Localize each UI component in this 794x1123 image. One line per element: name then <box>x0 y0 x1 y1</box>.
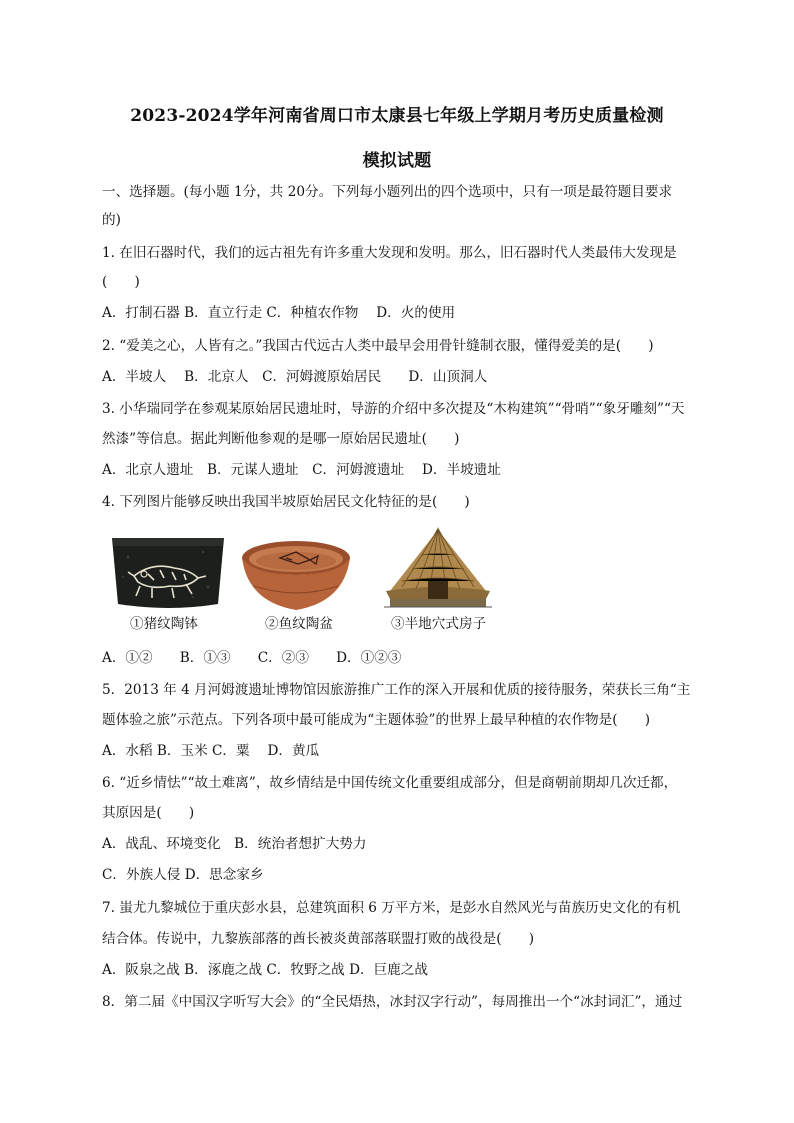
section-instructions-line1: 一、选择题。(每小题 1分，共 20分。下列每小题列出的四个选项中，只有一项是最符题目要求 <box>102 184 673 200</box>
question-6-options-line2: C．外族人侵 D．思念家乡 <box>102 867 264 883</box>
question-7-stem-line1: 7. 蚩尤九黎城位于重庆彭水县，总建筑面积 6 万平方米，是彭水自然风光与苗族历史文化的有机 <box>102 900 681 916</box>
figure-3-caption: ③半地穴式房子 <box>391 616 487 632</box>
section-instructions-line2: 的) <box>102 212 121 228</box>
question-5-stem-line2: 题体验之旅”示范点。下列各项中最可能成为“主题体验”的世界上最早种植的农作物是( ) <box>102 712 651 728</box>
question-1-stem-line2: ( ) <box>102 274 140 290</box>
question-1-options: A．打制石器 B．直立行走 C．种植农作物 D．火的使用 <box>102 305 456 321</box>
question-2-options: A．半坡人 B．北京人 C．河姆渡原始居民 D．山顶洞人 <box>102 369 488 385</box>
question-7-options: A．阪泉之战 B．涿鹿之战 C．牧野之战 D．巨鹿之战 <box>102 962 428 978</box>
semi-subterranean-hut-icon <box>382 525 494 611</box>
question-2-stem: 2. “爱美之心，人皆有之。”我国古代远古人类中最早会用骨针缝制衣服，懂得爱美的是( ) <box>102 338 654 354</box>
figure-2-caption: ②鱼纹陶盆 <box>265 616 333 632</box>
question-8-stem-line1: 8．第二届《中国汉字听写大会》的“全民焐热，冰封汉字行动”，每周推出一个“冰封词汇”，通过 <box>102 994 683 1010</box>
fish-pattern-pottery-basin-icon <box>240 538 352 614</box>
question-5-stem-line1: 5．2013 年 4 月河姆渡遗址博物馆因旅游推广工作的深入开展和优质的接待服务，荣获长三角“主 <box>102 682 691 698</box>
pig-pattern-pottery-bowl-icon <box>108 532 228 612</box>
question-6-stem-line2: 其原因是( ) <box>102 805 195 821</box>
question-3-stem-line1: 3. 小华瑞同学在参观某原始居民遗址时，导游的介绍中多次提及“木构建筑”“骨哨”“象牙雕刻”“天 <box>102 401 685 417</box>
exam-title-line2: 模拟试题 <box>362 151 432 171</box>
figure-1-caption: ①猪纹陶钵 <box>130 616 198 632</box>
question-7-stem-line2: 结合体。传说中，九黎族部落的酋长被炎黄部落联盟打败的战役是( ) <box>102 931 535 947</box>
question-1-stem-line1: 1. 在旧石器时代，我们的远古祖先有许多重大发现和发明。那么，旧石器时代人类最伟大发现是 <box>102 245 677 261</box>
question-6-options-line1: A．战乱、环境变化 B．统治者想扩大势力 <box>102 836 367 852</box>
question-3-stem-line2: 然漆”等信息。据此判断他参观的是哪一原始居民遗址( ) <box>102 431 460 447</box>
question-3-options: A．北京人遗址 B．元谋人遗址 C．河姆渡遗址 D．半坡遗址 <box>102 462 501 478</box>
question-4-stem: 4. 下列图片能够反映出我国半坡原始居民文化特征的是( ) <box>102 494 470 510</box>
question-4-options: A．①② B．①③ C．②③ D．①②③ <box>102 650 402 666</box>
question-5-options: A．水稻 B．玉米 C．粟 D．黄瓜 <box>102 743 320 759</box>
question-6-stem-line1: 6. “近乡情怯”“故土难离”，故乡情结是中国传统文化重要组成部分，但是商朝前期却几次迁都， <box>102 775 678 791</box>
exam-title-line1: 2023-2024学年河南省周口市太康县七年级上学期月考历史质量检测 <box>130 106 664 126</box>
